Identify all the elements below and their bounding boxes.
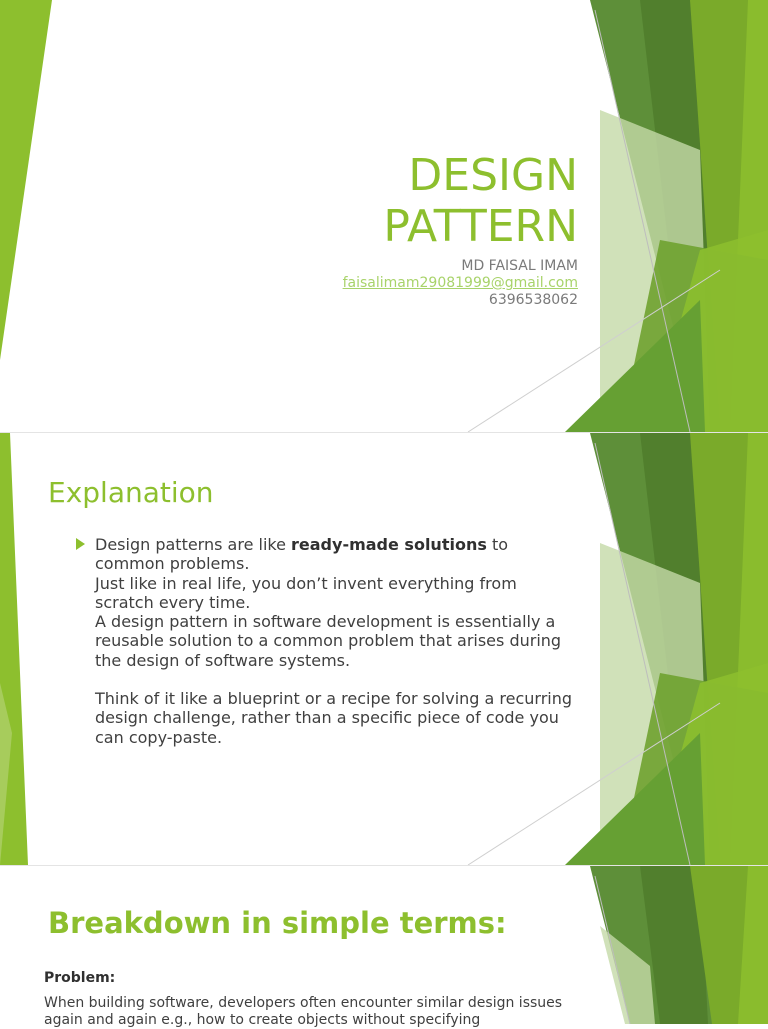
- bullet-arrow-icon: [76, 538, 85, 550]
- author-info: [343, 258, 578, 309]
- problem-label: Problem:: [44, 970, 116, 986]
- bullet-line-4: Think of it like a blueprint or a recipe for solving a recurring design challenge, rather than a specific piece of code you can copy-paste.: [95, 689, 573, 747]
- presentation-title: DESIGN PATTERN: [383, 150, 578, 252]
- bullet-line-1: [95, 535, 576, 574]
- problem-text: When building software, developers often encounter similar design issues again and again e.g., how to create objects without specifying: [44, 995, 563, 1028]
- author-name: MD FAISAL IMAM: [461, 258, 578, 274]
- bullet-line-2: Just like in real life, you don’t invent everything from scratch every time.: [95, 573, 517, 612]
- bullet-bold-text: ready-made solutions: [291, 535, 487, 554]
- breakdown-heading: Breakdown in simple terms:: [48, 906, 507, 940]
- bullet-item: [76, 535, 576, 747]
- author-email-link[interactable]: faisalimam29081999@gmail.com: [342, 275, 578, 291]
- author-phone: 6396538062: [488, 292, 578, 308]
- explanation-heading: Explanation: [48, 476, 214, 509]
- bullet-text: [95, 535, 576, 747]
- left-green-wedge: [0, 0, 52, 360]
- bullet-text-part: Design patterns are like: [95, 535, 292, 554]
- slide-title: [0, 0, 768, 432]
- bullet-text-part: to common problems.: [95, 535, 509, 574]
- bullet-line-3: A design pattern in software development is essentially a reusable solution to a common problem that arises during the design of software systems.: [95, 612, 562, 670]
